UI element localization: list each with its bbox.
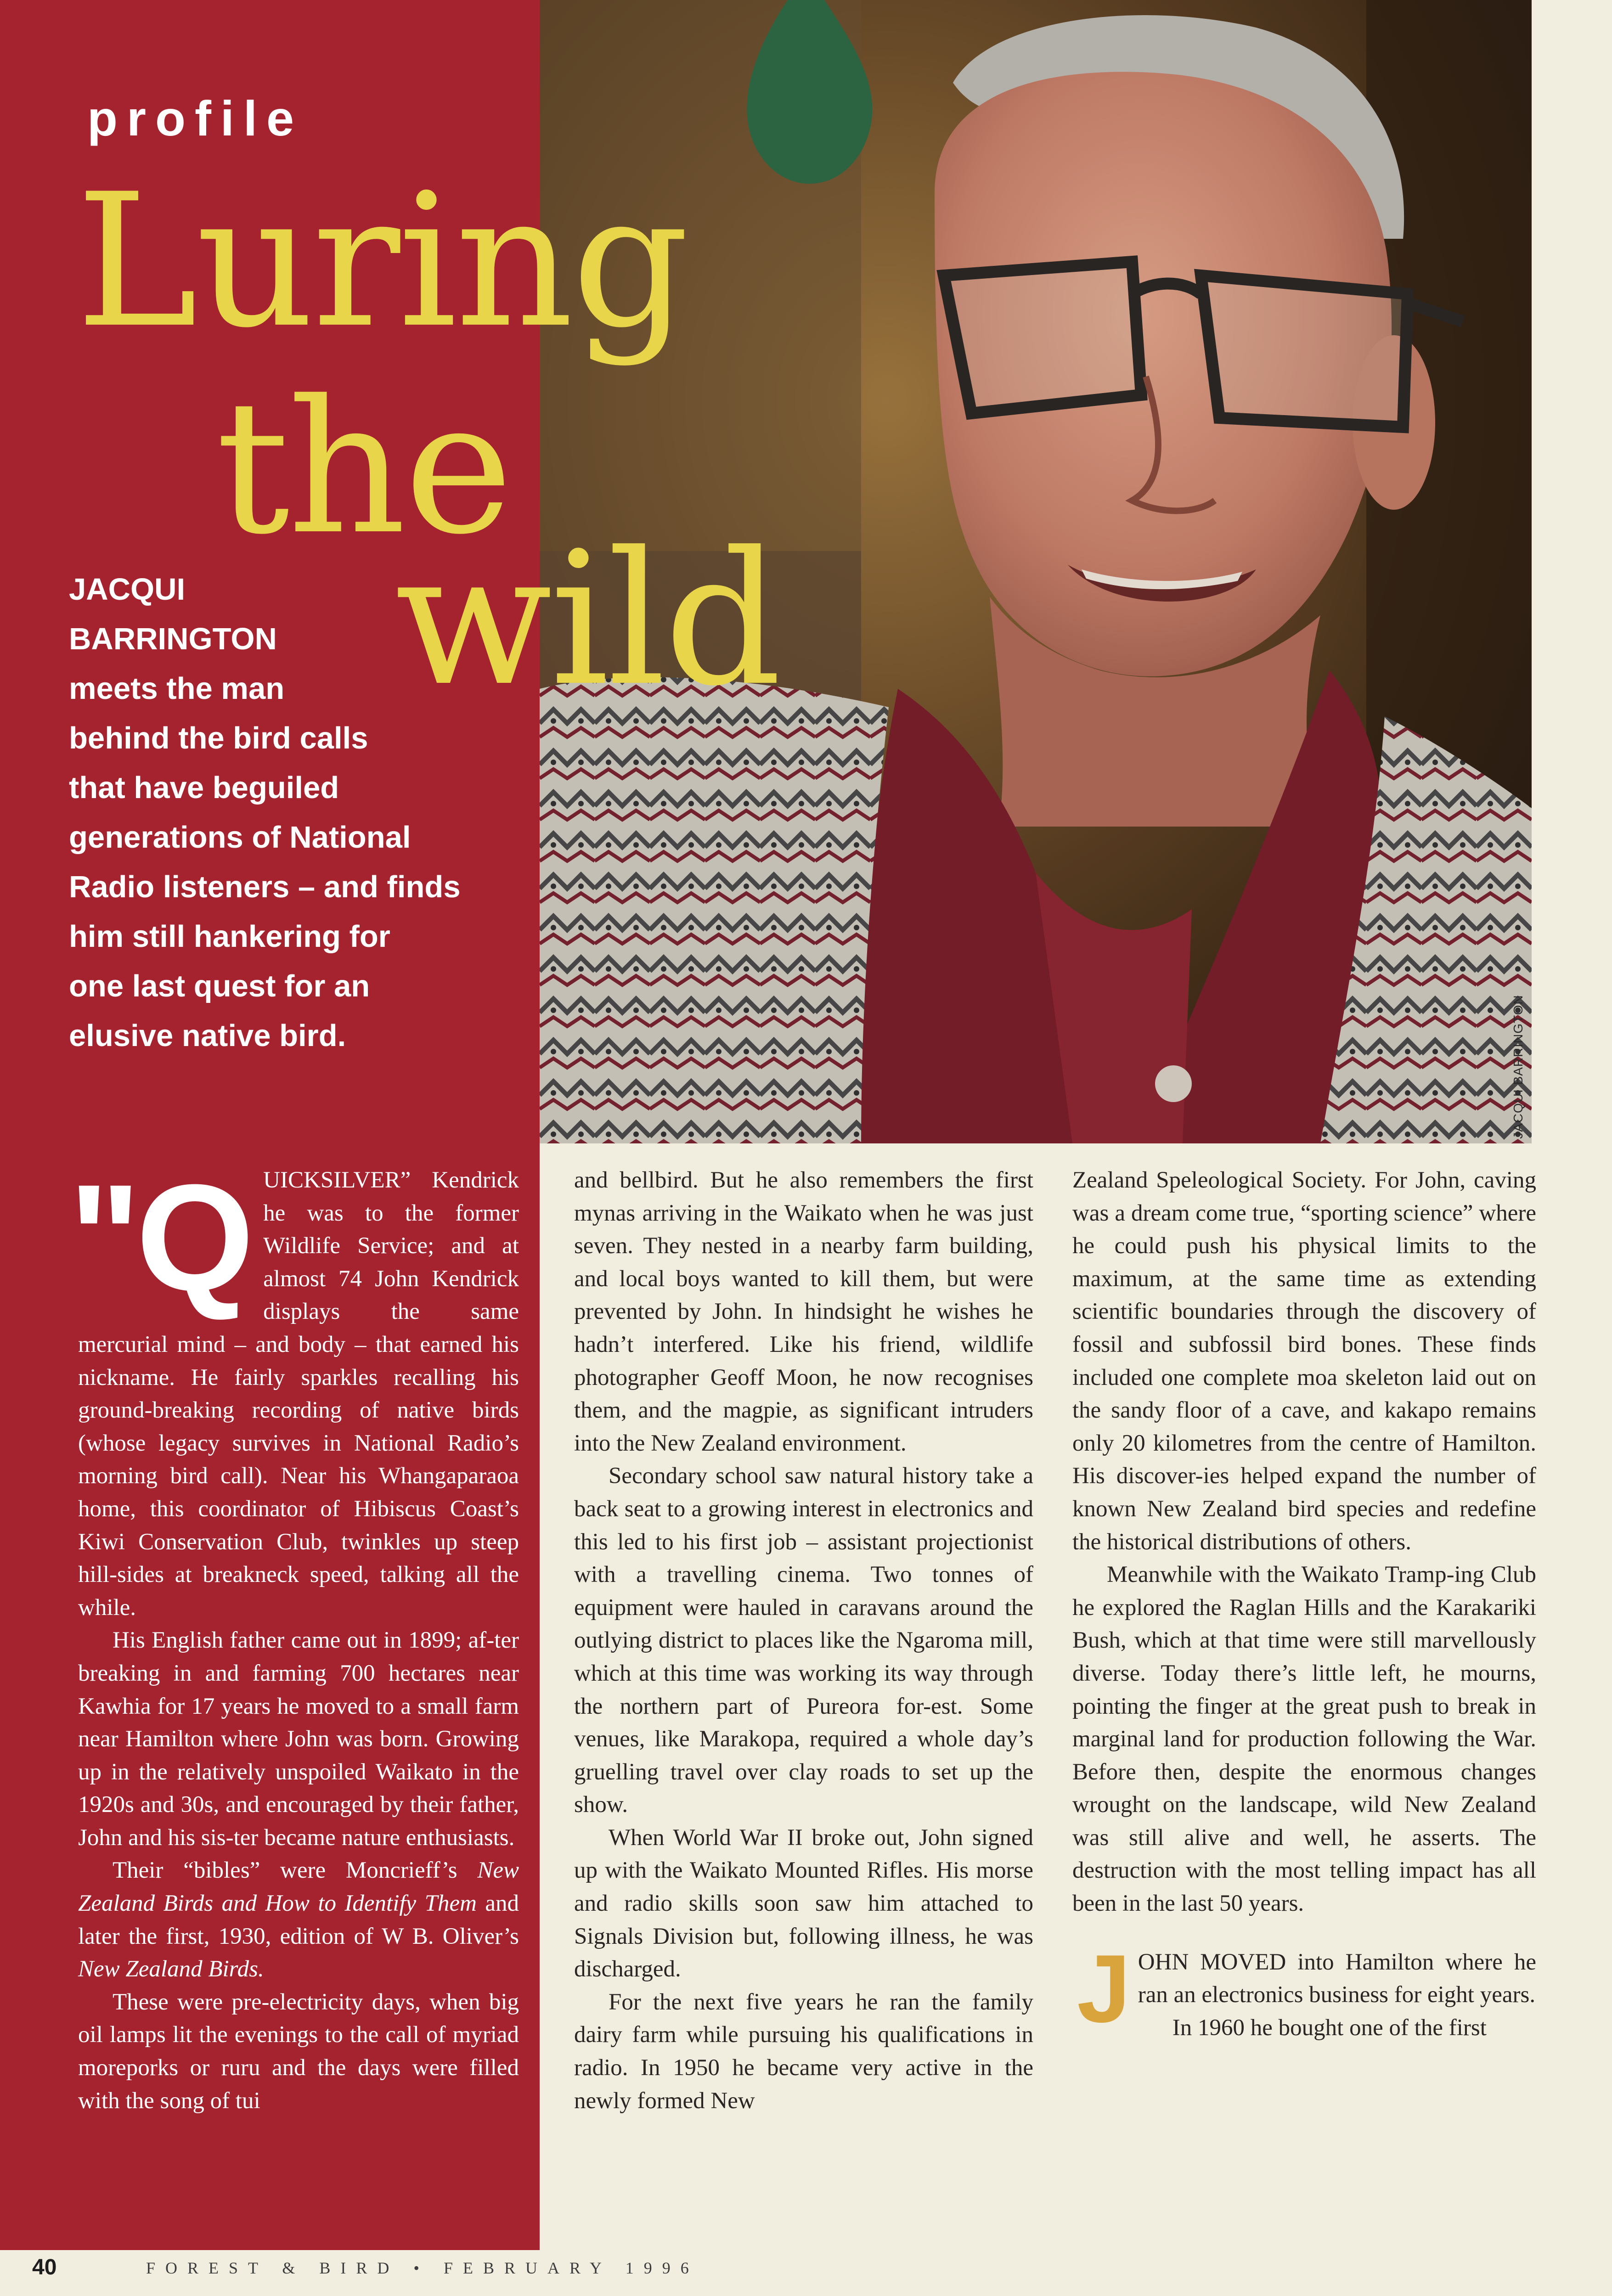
standfirst: [69, 565, 537, 1061]
body-paragraph: Meanwhile with the Waikato Tramp-ing Club he explored the Raglan Hills and the Karakariki Bush, which at that time were still marvellously diverse. Today there’s little left, he mourns, pointing the finger at the great push to break in marginal land for production following the War. Before then, despite the enormous changes wrought on the landscape, wild New Zealand was still alive and well, he asserts. The destruction with the most telling impact has all been in the last 50 years.: [1072, 1562, 1536, 1917]
body-paragraph: Zealand Speleological Society. For John, caving was a dream come true, “sporting science” where he could push his physical limits to the maximum, at the same time as extending scientific boundaries through the discovery of fossil and subfossil bird bones. These finds included one complete moa skeleton laid out on the sandy floor of a cave, and kakapo remains only 20 kilometres from the centre of Hamilton. His discover-ies helped expand the number of known New Zealand bird species and redefine the historical distributions of others.: [1072, 1167, 1536, 1555]
lead-paragraph: UICKSILVER” Kendrick he was to the former Wildlife Service; and at almost 74 John Kendrick displays the same mercurial mind – and body – that earned his nickname. He fairly sparkles recalling his ground-breaking recording of native birds (whose legacy survives in National Radio’s morning bird call). Near his Whangaparaoa home, this coordinator of Hibiscus Coast’s Kiwi Conservation Club, twinkles up steep hill-sides at breakneck speed, talking all the while.: [78, 1167, 519, 1621]
standfirst-line: behind the bird calls: [69, 721, 368, 755]
standfirst-line: generations of National: [69, 820, 411, 855]
standfirst-line: BARRINGTON: [69, 622, 277, 656]
page-number: 40: [32, 2255, 57, 2279]
headline-line-2: the: [216, 361, 512, 575]
body-column-3: [1072, 1164, 1536, 2206]
body-paragraph: These were pre-electricity days, when big oil lamps lit the evenings to the call of myriad moreporks or ruru and the days were filled with the song of tui: [78, 1989, 519, 2114]
standfirst-line: one last quest for an: [69, 969, 370, 1003]
body-column-2: [574, 1164, 1033, 2206]
body-paragraph: and bellbird. But he also remembers the first mynas arriving in the Waikato when he was just seven. They nested in a nearby farm building, and local boys wanted to kill them, but were prevented by John. In hindsight he wishes he hadn’t interfered. Like his friend, wildlife photographer Geoff Moon, he now recognises them, and the magpie, as significant intruders into the New Zealand environment.: [574, 1167, 1033, 1456]
standfirst-line: him still hankering for: [69, 919, 390, 954]
body-paragraph: OHN MOVED into Hamilton where he ran an electronics business for eight years.: [1138, 1949, 1536, 2008]
body-paragraph: His English father came out in 1899; af-ter breaking in and farming 700 hectares near Kawhia for 17 years he moved to a small farm near Hamilton where John was born. Growing up in the relatively unspoiled Waikato in the 1920s and 30s, and encouraged by their father, John and his sis-ter became nature enthusiasts.: [78, 1627, 519, 1851]
body-paragraph: Secondary school saw natural history take a back seat to a growing interest in electronics and this led to his first job – assistant projectionist with a travelling cinema. Two tonnes of equipment were hauled in caravans around the outlying district to places like the Ngaroma mill, which at this time was working its way through the northern part of Pureora for-est. Some venues, like Marakopa, required a whole day’s gruelling travel over clay roads to set up the show.: [574, 1463, 1033, 1818]
standfirst-line: meets the man: [69, 671, 285, 706]
body-paragraph: When World War II broke out, John signed up with the Waikato Mounted Rifles. His morse and radio skills soon saw him attached to Signals Division but, following illness, he was discharged.: [574, 1824, 1033, 1982]
body-paragraph: In 1960 he bought one of the first: [1172, 2015, 1487, 2041]
headline-line-1: Luring: [76, 155, 688, 368]
standfirst-line: Radio listeners – and finds: [69, 870, 461, 904]
section-break: [1072, 1920, 1536, 1946]
photo-credit: JACQUI BARRINGTON: [1511, 995, 1525, 1139]
standfirst-line: JACQUI: [69, 572, 186, 607]
drop-cap-q: "Q: [69, 1153, 254, 1322]
body-paragraph: Their “bibles” were Moncrieff’s New Zealand Birds and How to Identify Them and later the first, 1930, edition of W B. Oliver’s New Zealand Birds.: [78, 1857, 519, 1982]
body-column-1: [69, 1153, 519, 2206]
headline-line-3: wild: [395, 513, 780, 726]
body-paragraph: For the next five years he ran the family dairy farm while pursuing his qualifications in radio. In 1950 he became very active in the newly formed New: [574, 1989, 1033, 2114]
standfirst-line: elusive native bird.: [69, 1019, 346, 1053]
drop-cap-j: J: [1077, 1934, 1131, 2043]
section-kicker: profile: [87, 90, 304, 146]
standfirst-line: that have beguiled: [69, 771, 339, 805]
running-footer: FOREST & BIRD • FEBRUARY 1996: [146, 2259, 699, 2277]
